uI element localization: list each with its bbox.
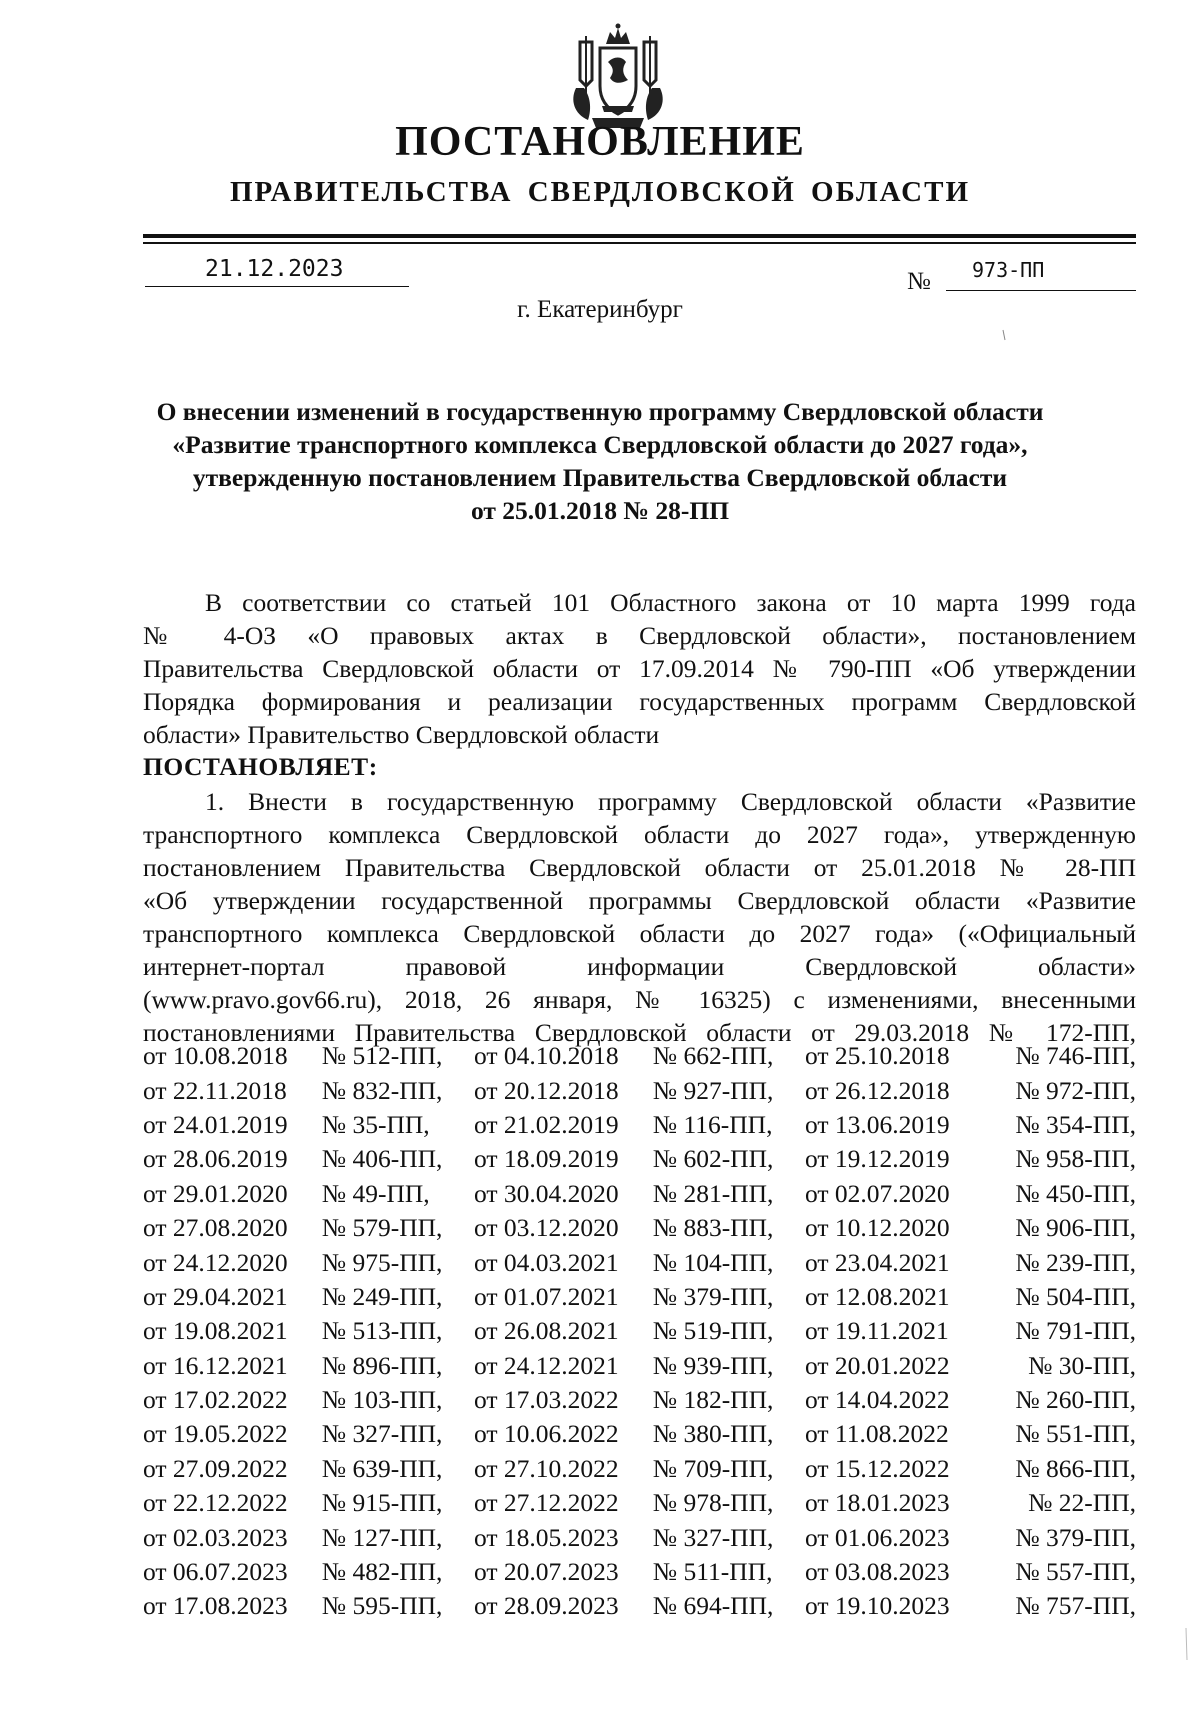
amendment-date: от 19.05.2022 — [143, 1419, 288, 1449]
amendment-date: от 10.12.2020 — [804, 1213, 950, 1243]
amendment-number: № 49-ПП, — [321, 1178, 430, 1208]
amendment-number: № 450-ПП, — [1015, 1178, 1136, 1208]
amendment-date: от 19.12.2019 — [804, 1144, 950, 1174]
amendment-number: № 915-ПП, — [321, 1488, 443, 1518]
amendment-date: от 27.10.2022 — [473, 1453, 619, 1483]
amendment-date: от 10.06.2022 — [473, 1419, 619, 1449]
number-sign: № — [907, 268, 931, 295]
document-date: 21.12.2023 — [205, 256, 344, 282]
city-line: г. Екатеринбург — [517, 296, 683, 323]
amendments-list — [143, 1039, 1136, 1624]
amendment-date: от 18.09.2019 — [473, 1144, 619, 1174]
amendment-number: № 639-ПП, — [321, 1453, 443, 1483]
amendment-number: № 662-ПП, — [652, 1041, 774, 1071]
item-1-line: транспортного комплекса Свердловской области до 2027 года», утвержденную — [143, 820, 1136, 849]
amendment-number: № 406-ПП, — [321, 1144, 443, 1174]
amendment-number: № 746-ПП, — [1015, 1041, 1136, 1071]
amendment-row — [143, 1486, 1136, 1520]
amendment-row — [143, 1555, 1136, 1589]
title-line: О внесении изменений в государственную программу Свердловской области — [156, 397, 1044, 426]
amendment-row — [143, 1108, 1136, 1142]
amendment-number: № 906-ПП, — [1015, 1213, 1136, 1243]
item-1-line: интернет-портал правовой информации Свердловской области» — [143, 952, 1136, 981]
amendment-date: от 03.08.2023 — [804, 1557, 950, 1587]
amendment-number: № 239-ПП, — [1015, 1247, 1136, 1277]
amendment-row — [143, 1142, 1136, 1176]
amendment-number: № 709-ПП, — [652, 1453, 774, 1483]
amendment-number: № 35-ПП, — [321, 1109, 430, 1139]
preamble-line: Порядка формирования и реализации государственных программ Свердловской — [143, 687, 1136, 716]
amendment-number: № 927-ПП, — [652, 1075, 774, 1105]
amendment-number: № 511-ПП, — [652, 1557, 773, 1587]
document-title — [100, 395, 1100, 527]
amendment-number: № 595-ПП, — [321, 1591, 443, 1621]
amendment-row — [143, 1177, 1136, 1211]
preamble-line: Правительства Свердловской области от 17.09.2014 № 790-ПП «Об утверждении — [143, 654, 1136, 683]
item-1-paragraph — [143, 785, 1136, 1049]
amendment-date: от 19.08.2021 — [143, 1316, 288, 1346]
header-rule-thin — [143, 242, 1136, 244]
amendment-date: от 22.11.2018 — [143, 1075, 287, 1105]
amendment-number: № 896-ПП, — [321, 1350, 443, 1380]
amendment-date: от 12.08.2021 — [804, 1281, 950, 1311]
title-line: утвержденную постановлением Правительства Свердловской области — [192, 463, 1008, 492]
preamble-line: области» Правительство Свердловской области — [143, 720, 660, 749]
amendment-number: № 379-ПП, — [1015, 1522, 1136, 1552]
amendment-number: № 883-ПП, — [652, 1213, 774, 1243]
amendment-number: № 504-ПП, — [1015, 1281, 1136, 1311]
number-underline — [946, 290, 1136, 291]
amendment-number: № 579-ПП, — [321, 1213, 443, 1243]
amendment-date: от 30.04.2020 — [473, 1178, 619, 1208]
amendment-date: от 22.12.2022 — [143, 1488, 288, 1518]
amendment-number: № 379-ПП, — [652, 1281, 774, 1311]
amendment-number: № 519-ПП, — [652, 1316, 774, 1346]
amendment-row — [143, 1314, 1136, 1348]
item-1-line: постановлением Правительства Свердловской области от 25.01.2018 № 28-ПП — [143, 853, 1136, 882]
resolve-heading: ПОСТАНОВЛЯЕТ: — [143, 752, 378, 781]
amendment-date: от 20.12.2018 — [473, 1075, 619, 1105]
amendment-date: от 02.03.2023 — [143, 1522, 288, 1552]
amendment-row — [143, 1211, 1136, 1245]
amendment-date: от 26.08.2021 — [473, 1316, 619, 1346]
preamble-line: В соответствии со статьей 101 Областного закона от 10 марта 1999 года — [205, 588, 1136, 617]
amendment-number: № 975-ПП, — [321, 1247, 443, 1277]
amendment-date: от 04.03.2021 — [473, 1247, 619, 1277]
amendment-number: № 512-ПП, — [321, 1041, 443, 1071]
amendment-date: от 02.07.2020 — [804, 1178, 950, 1208]
amendment-date: от 17.02.2022 — [143, 1385, 288, 1415]
amendment-date: от 29.01.2020 — [143, 1178, 288, 1208]
date-underline — [145, 286, 409, 287]
amendment-date: от 24.01.2019 — [143, 1109, 288, 1139]
issuing-authority: ПРАВИТЕЛЬСТВА СВЕРДЛОВСКОЙ ОБЛАСТИ — [229, 176, 971, 208]
title-line: «Развитие транспортного комплекса Свердловской области до 2027 года», — [172, 430, 1028, 459]
amendment-date: от 27.09.2022 — [143, 1453, 288, 1483]
amendment-number: № 978-ПП, — [652, 1488, 774, 1518]
header-rule-thick — [143, 234, 1136, 238]
amendment-number: № 482-ПП, — [321, 1557, 443, 1587]
amendment-date: от 01.06.2023 — [804, 1522, 950, 1552]
amendment-date: от 06.07.2023 — [143, 1557, 288, 1587]
amendment-date: от 27.12.2022 — [473, 1488, 619, 1518]
amendment-date: от 28.06.2019 — [143, 1144, 288, 1174]
amendment-number: № 694-ПП, — [652, 1591, 774, 1621]
amendment-date: от 16.12.2021 — [143, 1350, 288, 1380]
amendment-row — [143, 1039, 1136, 1073]
amendment-date: от 24.12.2020 — [143, 1247, 288, 1277]
amendment-number: № 832-ПП, — [321, 1075, 443, 1105]
amendment-date: от 27.08.2020 — [143, 1213, 288, 1243]
amendment-row — [143, 1452, 1136, 1486]
item-1-line: постановлениями Правительства Свердловской области от 29.03.2018 № 172-ПП, — [143, 1018, 1136, 1047]
amendment-number: № 182-ПП, — [652, 1385, 774, 1415]
amendment-number: № 327-ПП, — [652, 1522, 774, 1552]
title-line: от 25.01.2018 № 28-ПП — [470, 496, 730, 525]
amendment-number: № 30-ПП, — [1028, 1350, 1136, 1380]
amendment-number: № 380-ПП, — [652, 1419, 774, 1449]
amendment-number: № 103-ПП, — [321, 1385, 443, 1415]
amendment-number: № 939-ПП, — [652, 1350, 774, 1380]
item-1-line: «Об утверждении государственной программы Свердловской области «Развитие — [143, 886, 1136, 915]
amendment-date: от 23.04.2021 — [804, 1247, 950, 1277]
amendment-date: от 19.11.2021 — [804, 1316, 949, 1346]
document-type: ПОСТАНОВЛЕНИЕ — [395, 119, 805, 165]
amendment-number: № 757-ПП, — [1015, 1591, 1136, 1621]
amendment-date: от 13.06.2019 — [804, 1109, 950, 1139]
amendment-number: № 866-ПП, — [1015, 1453, 1136, 1483]
amendment-number: № 249-ПП, — [321, 1281, 443, 1311]
amendment-row — [143, 1520, 1136, 1554]
amendment-row — [143, 1383, 1136, 1417]
amendment-date: от 15.12.2022 — [804, 1453, 950, 1483]
preamble-paragraph — [143, 586, 1136, 751]
amendment-number: № 557-ПП, — [1015, 1557, 1136, 1587]
amendment-number: № 104-ПП, — [652, 1247, 774, 1277]
amendment-number: № 602-ПП, — [652, 1144, 774, 1174]
amendment-number: № 972-ПП, — [1015, 1075, 1136, 1105]
item-1-line: транспортного комплекса Свердловской области до 2027 года» («Официальный — [143, 919, 1136, 948]
amendment-row — [143, 1245, 1136, 1279]
amendment-date: от 11.08.2022 — [804, 1419, 949, 1449]
amendment-row — [143, 1589, 1136, 1623]
amendment-date: от 26.12.2018 — [804, 1075, 950, 1105]
amendment-number: № 513-ПП, — [321, 1316, 443, 1346]
amendment-date: от 21.02.2019 — [473, 1109, 619, 1139]
amendment-number: № 958-ПП, — [1015, 1144, 1136, 1174]
amendment-date: от 14.04.2022 — [804, 1385, 950, 1415]
amendment-number: № 22-ПП, — [1028, 1488, 1136, 1518]
amendment-date: от 19.10.2023 — [804, 1591, 950, 1621]
amendment-date: от 18.01.2023 — [804, 1488, 950, 1518]
preamble-line: № 4-ОЗ «О правовых актах в Свердловской области», постановлением — [143, 621, 1136, 650]
amendment-row — [143, 1417, 1136, 1451]
amendment-row — [143, 1349, 1136, 1383]
amendment-number: № 551-ПП, — [1015, 1419, 1136, 1449]
amendment-date: от 17.08.2023 — [143, 1591, 288, 1621]
amendment-number: № 354-ПП, — [1015, 1109, 1136, 1139]
amendment-date: от 04.10.2018 — [473, 1041, 619, 1071]
amendment-number: № 791-ПП, — [1015, 1316, 1136, 1346]
amendment-number: № 116-ПП, — [652, 1109, 773, 1139]
amendment-number: № 281-ПП, — [652, 1178, 774, 1208]
amendment-date: от 20.07.2023 — [473, 1557, 619, 1587]
amendment-date: от 28.09.2023 — [473, 1591, 619, 1621]
amendment-date: от 24.12.2021 — [473, 1350, 619, 1380]
document-number: 973-ПП — [972, 258, 1045, 282]
amendment-date: от 03.12.2020 — [473, 1213, 619, 1243]
amendment-number: № 327-ПП, — [321, 1419, 443, 1449]
item-1-line: 1. Внести в государственную программу Свердловской области «Развитие — [205, 787, 1136, 816]
amendment-date: от 17.03.2022 — [473, 1385, 619, 1415]
amendment-date: от 01.07.2021 — [473, 1281, 619, 1311]
amendment-number: № 260-ПП, — [1015, 1385, 1136, 1415]
amendment-row — [143, 1280, 1136, 1314]
amendment-date: от 25.10.2018 — [804, 1041, 950, 1071]
amendment-date: от 29.04.2021 — [143, 1281, 288, 1311]
amendment-date: от 10.08.2018 — [143, 1041, 288, 1071]
amendment-date: от 20.01.2022 — [804, 1350, 950, 1380]
amendment-number: № 127-ПП, — [321, 1522, 443, 1552]
item-1-line: (www.pravo.gov66.ru), 2018, 26 января, № 16325) с изменениями, внесенными — [143, 985, 1136, 1014]
amendment-date: от 18.05.2023 — [473, 1522, 619, 1552]
amendment-row — [143, 1073, 1136, 1107]
